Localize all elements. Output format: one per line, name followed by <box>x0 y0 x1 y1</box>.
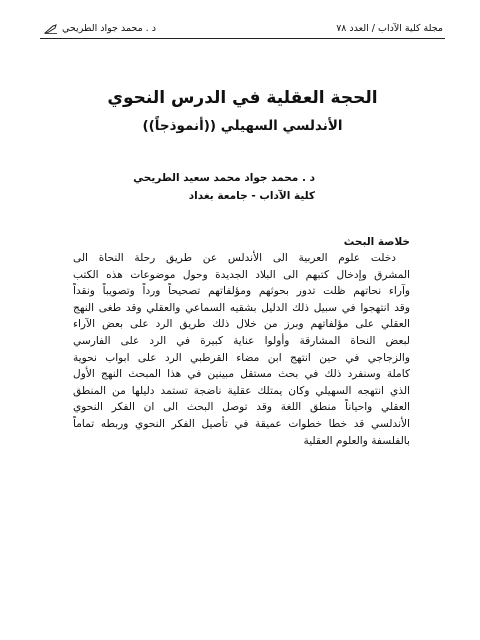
abstract-line: وآراء نحاتهم ظلت تدور بحوثهم ومؤلفاتهم تصحيحاً ورداً وتصويباً ونقداً <box>73 285 410 298</box>
author-affiliation: كلية الآداب - جامعة بغداد <box>188 190 315 202</box>
abstract-line: لبعض النحاة المشارقة وأولوا عناية كبيرة في الرد على الفارسي <box>73 334 410 347</box>
pen-icon <box>44 24 58 34</box>
abstract-line: وقد انتهجوا في سبيل ذلك الدليل بشقيه السماعي والعقلي وقد طغى النهج <box>73 301 410 314</box>
abstract-body <box>73 250 410 449</box>
abstract-line: بالفلسفة والعلوم العقلية <box>303 434 410 447</box>
abstract-line: المشرق وإدخال كتبهم الى البلاد الجديدة وحول موضوعات هذه الكتب <box>73 268 410 281</box>
author-name: د . محمد جواد محمد سعيد الطريحي <box>133 172 315 184</box>
abstract-line: العقلي على مؤلفاتهم وبرز من خلال ذلك طريق الرد على بعض الآراء <box>73 318 410 331</box>
paper-title: الحجة العقلية في الدرس النحوي <box>107 88 378 108</box>
abstract-line: كاملة وسنفرد ذلك في بحث مستقل مبينين في هذا المبحث النهج الأول <box>73 368 410 381</box>
journal-info: مجلة كلية الآداب / العدد ٧٨ <box>336 23 443 34</box>
running-header <box>40 20 445 39</box>
abstract-line: دخلت علوم العربية الى الأندلس عن طريق رحلة النحاة الى <box>73 252 396 264</box>
header-author <box>44 23 156 34</box>
abstract-line: والزجاجي في حين انتهج ابن مضاء القرطبي الرد على ابواب نحوية <box>73 351 410 364</box>
abstract-line: الذي انتهجه السهيلي وكان يمتلك عقلية ناضجة تستمد دليلها من المنطق <box>73 384 410 397</box>
header-author-name: د . محمد جواد الطريحي <box>62 23 156 34</box>
abstract-line: الأندلسي قد خطا خطوات عميقة في تأصيل الفكر النحوي وربطه تماماً <box>73 417 410 430</box>
abstract-line: العقلي واحياناً منطق اللغة وقد توصل البحث الى ان الفكر النحوي <box>73 401 410 414</box>
paper-subtitle: الأندلسي السهيلي ((أنموذجاً)) <box>142 118 343 134</box>
abstract-heading: خلاصة البحث <box>343 236 410 248</box>
